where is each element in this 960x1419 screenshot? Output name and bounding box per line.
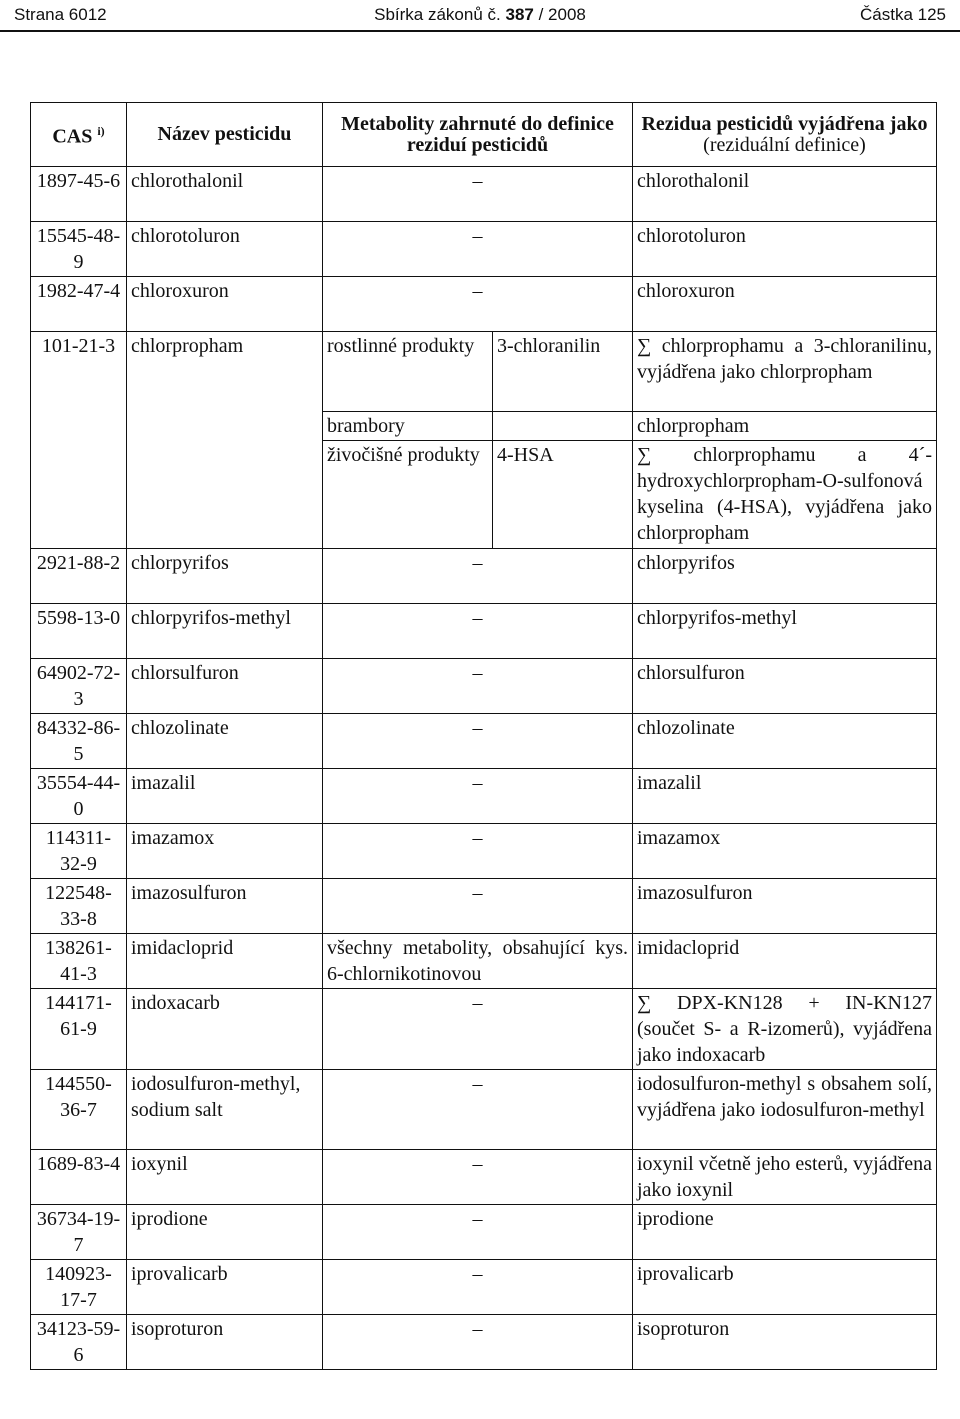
table-row [31, 1070, 937, 1150]
cas-cell: 114311-32-9 [31, 824, 127, 879]
cas-cell: 36734-19-7 [31, 1205, 127, 1260]
residue-cell: isoproturon [633, 1315, 937, 1370]
collection-title [0, 5, 960, 25]
cas-cell: 144550-36-7 [31, 1070, 127, 1150]
name-cell: iprodione [127, 1205, 323, 1260]
collection-year: / 2008 [538, 5, 586, 24]
part-number: Částka 125 [860, 5, 946, 24]
cas-cell: 1689-83-4 [31, 1150, 127, 1205]
table-row [31, 1315, 937, 1370]
metabolite-cell: 3-chloranilin [493, 332, 633, 412]
product-cell: brambory [323, 412, 493, 441]
name-cell: iodosulfuron-methyl, sodium salt [127, 1070, 323, 1150]
metabolite-cell: – [323, 769, 633, 824]
cas-cell: 34123-59-6 [31, 1315, 127, 1370]
header-cas-label: CAS [52, 125, 93, 148]
name-cell: imazamox [127, 824, 323, 879]
residue-cell: chlozolinate [633, 714, 937, 769]
name-cell: isoproturon [127, 1315, 323, 1370]
table-row [31, 549, 937, 604]
metabolite-cell: – [323, 549, 633, 604]
table-row [31, 332, 937, 412]
cas-cell: 101-21-3 [31, 332, 127, 549]
table-row [31, 1260, 937, 1315]
table-row [31, 934, 937, 989]
residue-cell: imazosulfuron [633, 879, 937, 934]
metabolite-cell: – [323, 1150, 633, 1205]
residue-cell: ∑ chlorprophamu a 4´-hydroxychlorpropham-O-sulfonová kyselina (4-HSA), vyjádřena jako chlorpropham [633, 441, 937, 549]
cas-cell: 15545-48-9 [31, 222, 127, 277]
cas-cell: 2921-88-2 [31, 549, 127, 604]
residue-cell: chlorothalonil [633, 167, 937, 222]
name-cell: chlorotoluron [127, 222, 323, 277]
table-row [31, 604, 937, 659]
cas-cell: 84332-86-5 [31, 714, 127, 769]
product-cell: rostlinné produkty [323, 332, 493, 412]
page-header [0, 0, 960, 32]
residue-cell: chlorpyrifos [633, 549, 937, 604]
header-residue-sub: (reziduální definice) [703, 133, 866, 156]
name-cell: chlorpyrifos [127, 549, 323, 604]
residue-cell: iprovalicarb [633, 1260, 937, 1315]
table-row [31, 824, 937, 879]
metabolite-cell: – [323, 604, 633, 659]
residue-cell: imazalil [633, 769, 937, 824]
pesticide-table [30, 102, 937, 1370]
collection-number: 387 [505, 5, 534, 24]
residue-cell: iodosulfuron-methyl s obsahem solí, vyjádřena jako iodosulfuron-methyl [633, 1070, 937, 1150]
cas-cell: 140923-17-7 [31, 1260, 127, 1315]
metabolite-cell: – [323, 989, 633, 1070]
table-row [31, 222, 937, 277]
metabolite-cell: – [323, 1315, 633, 1370]
table-row [31, 167, 937, 222]
metabolite-cell: 4-HSA [493, 441, 633, 549]
metabolite-cell [493, 412, 633, 441]
name-cell: indoxacarb [127, 989, 323, 1070]
cas-cell: 144171-61-9 [31, 989, 127, 1070]
residue-cell: ∑ DPX-KN128 + IN-KN127 (součet S- a R-izomerů), vyjádřena jako indoxacarb [633, 989, 937, 1070]
product-cell: živočišné produkty [323, 441, 493, 549]
cas-cell: 64902-72-3 [31, 659, 127, 714]
table-row [31, 659, 937, 714]
metabolite-cell: – [323, 277, 633, 332]
metabolite-cell: – [323, 714, 633, 769]
residue-cell: chlorotoluron [633, 222, 937, 277]
residue-cell: chlorsulfuron [633, 659, 937, 714]
header-cas-note: i) [97, 124, 105, 139]
name-cell: imidacloprid [127, 934, 323, 989]
name-cell: chlorsulfuron [127, 659, 323, 714]
name-cell: imazalil [127, 769, 323, 824]
page-number: Strana 6012 [14, 5, 107, 24]
table-row [31, 989, 937, 1070]
metabolite-cell: – [323, 824, 633, 879]
header-residue-label: Rezidua pesticidů vyjádřena jako [641, 112, 928, 135]
header-row [31, 103, 937, 167]
residue-cell: chlorpyrifos-methyl [633, 604, 937, 659]
header-name: Název pesticidu [127, 103, 323, 167]
name-cell: chlorothalonil [127, 167, 323, 222]
header-metabolites: Metabolity zahrnuté do definice reziduí pesticidů [323, 103, 633, 167]
cas-cell: 1982-47-4 [31, 277, 127, 332]
metabolite-cell: – [323, 1260, 633, 1315]
table-row [31, 769, 937, 824]
table-row [31, 1150, 937, 1205]
metabolite-cell: – [323, 1205, 633, 1260]
residue-cell: imidacloprid [633, 934, 937, 989]
residue-cell: iprodione [633, 1205, 937, 1260]
residue-cell: chloroxuron [633, 277, 937, 332]
header-cas [31, 103, 127, 167]
metabolite-cell: všechny metabolity, obsahující kys. 6-chlornikotinovou [323, 934, 633, 989]
residue-cell: ∑ chlorprophamu a 3-chloranilinu, vyjádřena jako chlorpropham [633, 332, 937, 412]
cas-cell: 138261-41-3 [31, 934, 127, 989]
cas-cell: 1897-45-6 [31, 167, 127, 222]
metabolite-cell: – [323, 659, 633, 714]
name-cell: chlorpyrifos-methyl [127, 604, 323, 659]
name-cell: chloroxuron [127, 277, 323, 332]
name-cell: chlorpropham [127, 332, 323, 549]
metabolite-cell: – [323, 1070, 633, 1150]
residue-cell: imazamox [633, 824, 937, 879]
collection-prefix: Sbírka zákonů č. [374, 5, 501, 24]
metabolite-cell: – [323, 222, 633, 277]
table-row [31, 1205, 937, 1260]
residue-cell: chlorpropham [633, 412, 937, 441]
metabolite-cell: – [323, 879, 633, 934]
table-row [31, 277, 937, 332]
name-cell: iprovalicarb [127, 1260, 323, 1315]
residue-cell: ioxynil včetně jeho esterů, vyjádřena jako ioxynil [633, 1150, 937, 1205]
name-cell: imazosulfuron [127, 879, 323, 934]
header-residue [633, 103, 937, 167]
cas-cell: 35554-44-0 [31, 769, 127, 824]
table-row [31, 714, 937, 769]
cas-cell: 122548-33-8 [31, 879, 127, 934]
metabolite-cell: – [323, 167, 633, 222]
table-row [31, 879, 937, 934]
cas-cell: 5598-13-0 [31, 604, 127, 659]
name-cell: chlozolinate [127, 714, 323, 769]
name-cell: ioxynil [127, 1150, 323, 1205]
